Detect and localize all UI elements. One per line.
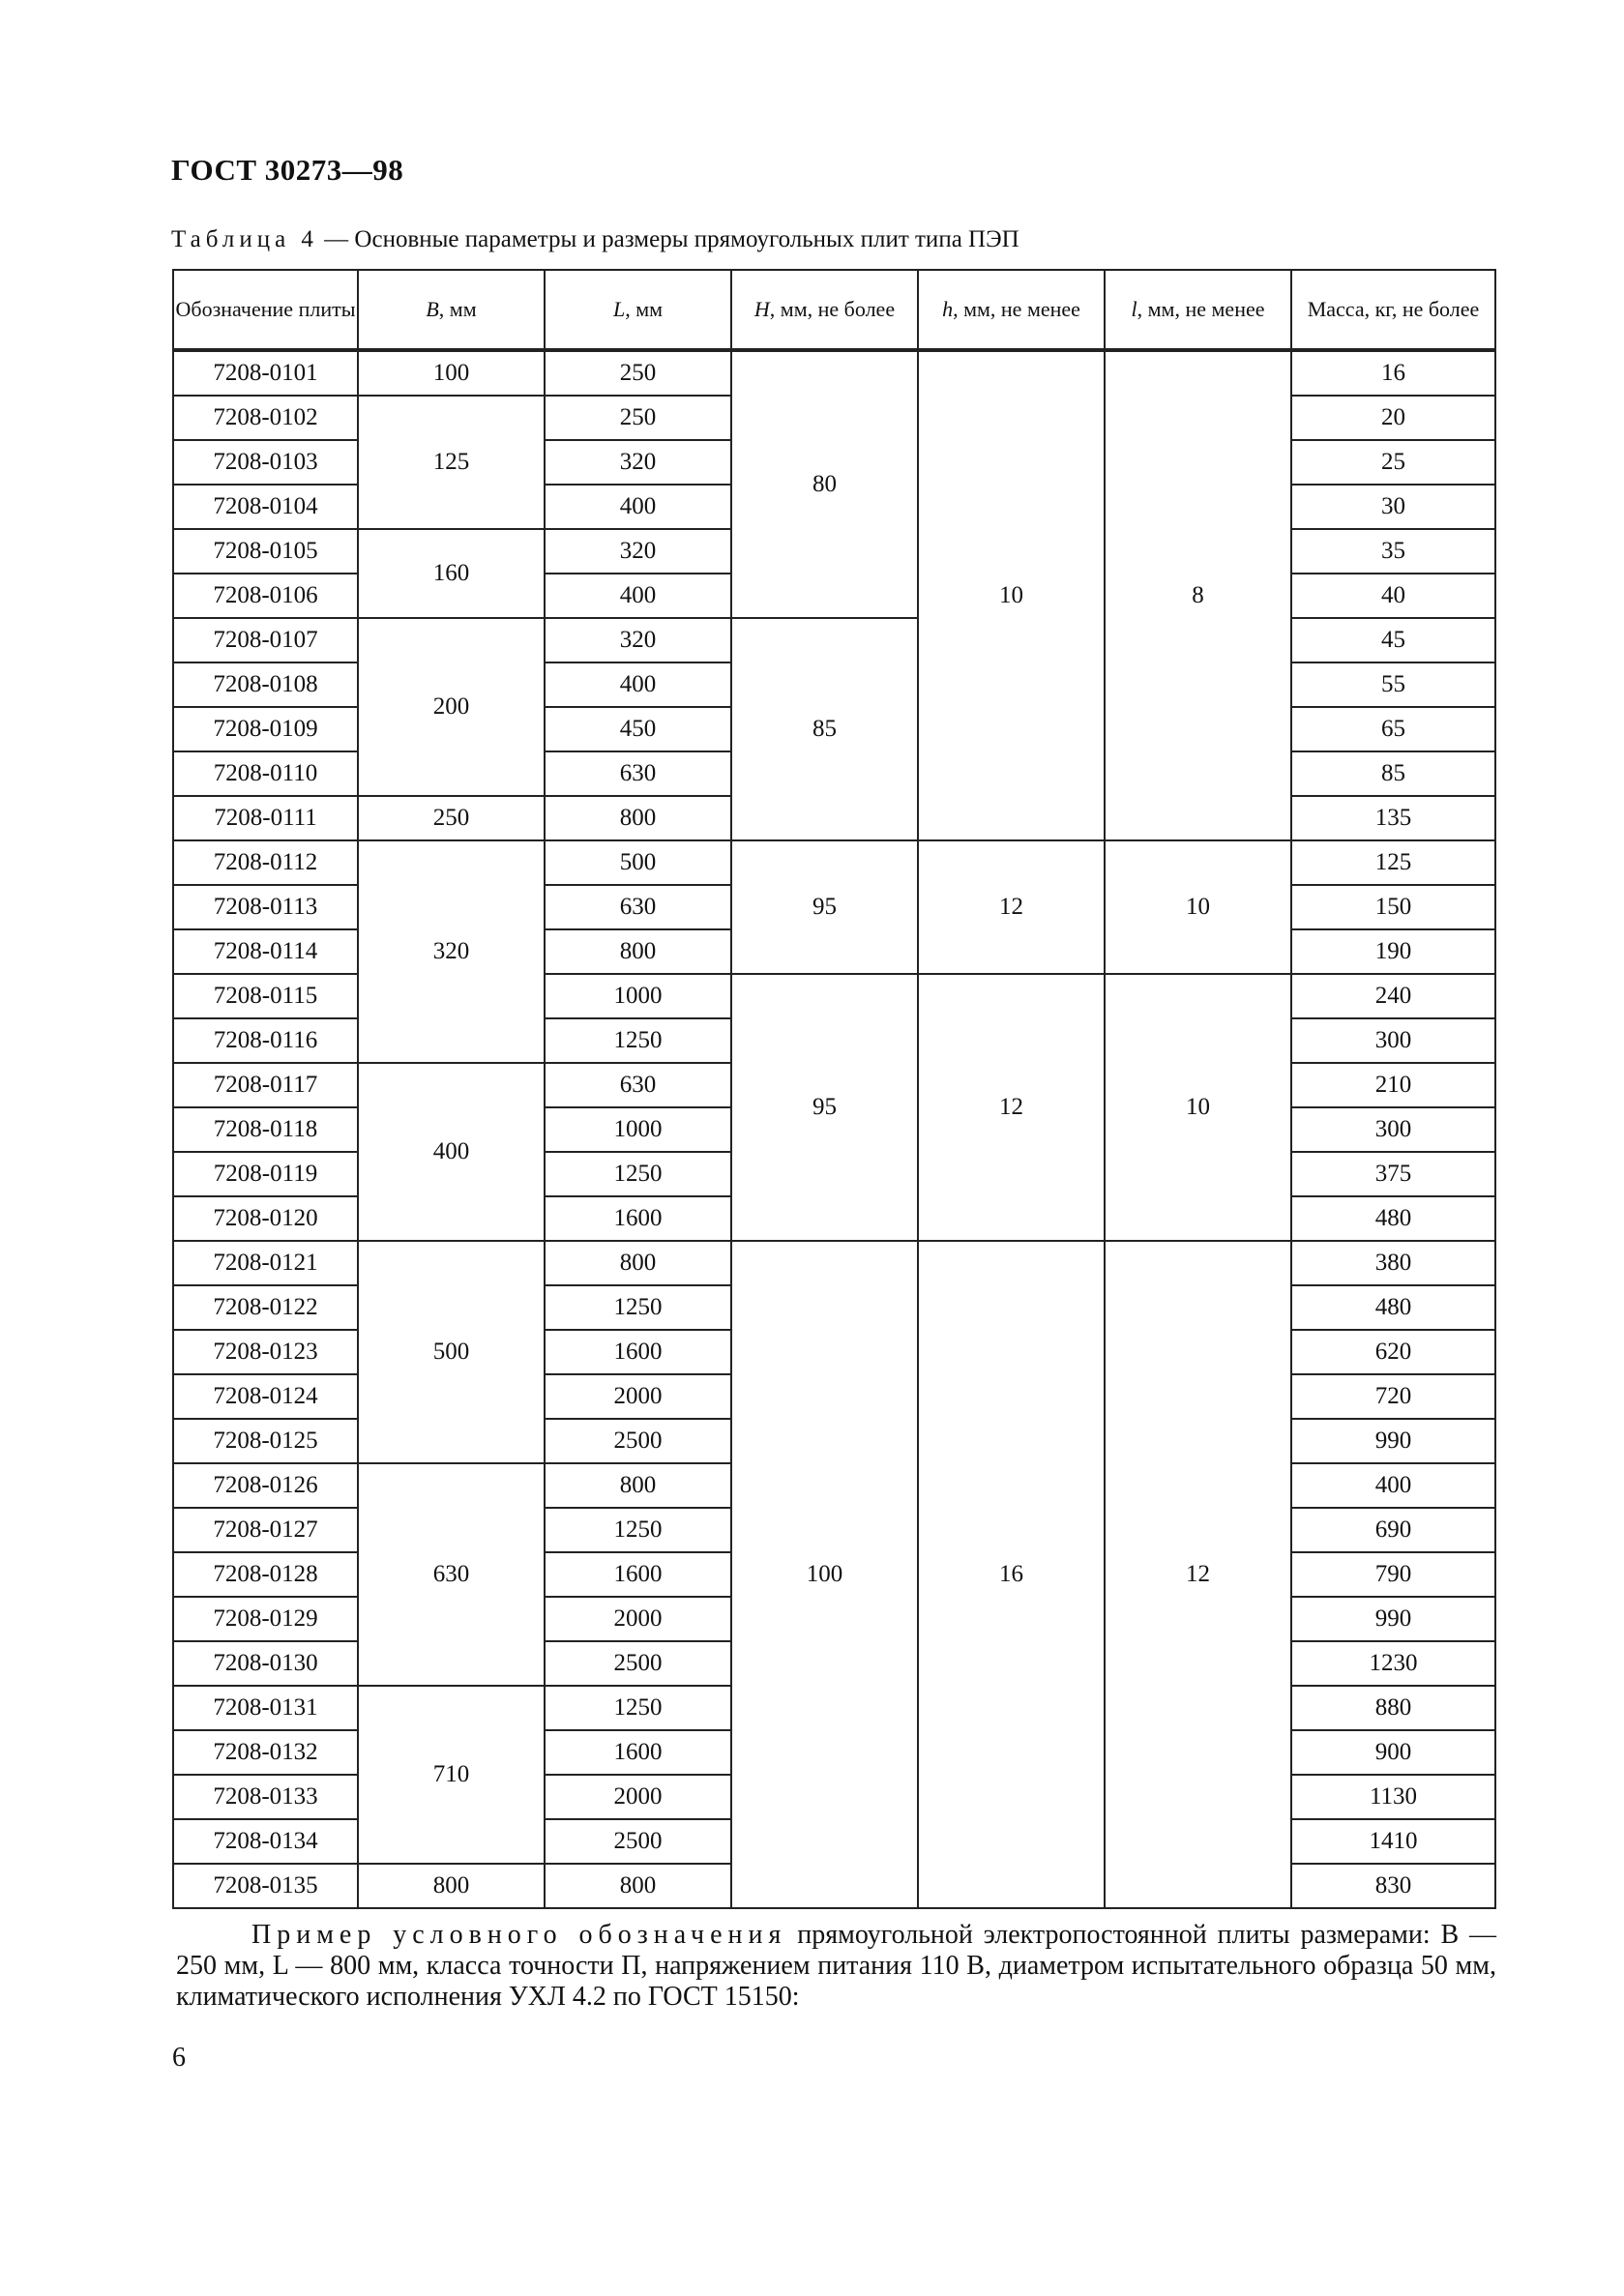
column-header-h-height: [731, 270, 918, 350]
l-length-cell: 1600: [545, 1330, 731, 1374]
l-length-cell: 400: [545, 574, 731, 618]
l-length-cell: 2500: [545, 1419, 731, 1463]
h-min-cell: 16: [918, 1241, 1105, 1908]
mass-cell: 20: [1291, 396, 1495, 440]
l-length-cell: 630: [545, 1063, 731, 1107]
l-length-cell: 400: [545, 662, 731, 707]
mass-cell: 125: [1291, 840, 1495, 885]
column-symbol: H: [753, 297, 770, 321]
designation-cell: 7208-0102: [173, 396, 358, 440]
mass-cell: 30: [1291, 485, 1495, 529]
column-label: , мм, не менее: [1137, 297, 1265, 321]
designation-cell: 7208-0117: [173, 1063, 358, 1107]
designation-cell: 7208-0112: [173, 840, 358, 885]
h-min-cell: 12: [918, 840, 1105, 974]
example-text: прямоугольной электропостоянной плиты размерами: B — 250 мм, L — 800 мм, класса точности П, напряжением питания 110 В, диаметром испытательного образца 50 мм, климатического исполнения УХЛ 4.2 по ГОСТ 15150:: [176, 1920, 1496, 2012]
l-length-cell: 450: [545, 707, 731, 751]
l-length-cell: 1250: [545, 1686, 731, 1730]
mass-cell: 720: [1291, 1374, 1495, 1419]
plates-parameters-table: [172, 269, 1496, 1909]
mass-cell: 375: [1291, 1152, 1495, 1196]
designation-cell: 7208-0130: [173, 1641, 358, 1686]
h-height-cell: 85: [731, 618, 918, 840]
designation-cell: 7208-0103: [173, 440, 358, 485]
mass-cell: 380: [1291, 1241, 1495, 1285]
mass-cell: 135: [1291, 796, 1495, 840]
l-length-cell: 1250: [545, 1285, 731, 1330]
table-caption-text: — Основные параметры и размеры прямоугольных плит типа ПЭП: [317, 226, 1019, 252]
table-body: [173, 350, 1495, 1908]
designation-cell: 7208-0125: [173, 1419, 358, 1463]
designation-cell: 7208-0111: [173, 796, 358, 840]
designation-cell: 7208-0108: [173, 662, 358, 707]
mass-cell: 880: [1291, 1686, 1495, 1730]
mass-cell: 480: [1291, 1196, 1495, 1241]
l-length-cell: 630: [545, 751, 731, 796]
h-height-cell: 100: [731, 1241, 918, 1908]
mass-cell: 190: [1291, 929, 1495, 974]
l-min-cell: 8: [1105, 350, 1291, 840]
mass-cell: 1230: [1291, 1641, 1495, 1686]
column-header-l-length: [545, 270, 731, 350]
l-length-cell: 1250: [545, 1152, 731, 1196]
b-cell: 160: [358, 529, 545, 618]
l-length-cell: 1600: [545, 1196, 731, 1241]
column-symbol: h: [942, 297, 954, 321]
mass-cell: 1130: [1291, 1775, 1495, 1819]
column-header-h-min: [918, 270, 1105, 350]
designation-cell: 7208-0133: [173, 1775, 358, 1819]
mass-cell: 25: [1291, 440, 1495, 485]
designation-cell: 7208-0123: [173, 1330, 358, 1374]
b-cell: 250: [358, 796, 545, 840]
b-cell: 320: [358, 840, 545, 1063]
mass-cell: 1410: [1291, 1819, 1495, 1864]
column-label: Масса, кг, не более: [1307, 297, 1480, 321]
l-min-cell: 10: [1105, 974, 1291, 1241]
designation-cell: 7208-0110: [173, 751, 358, 796]
l-length-cell: 250: [545, 396, 731, 440]
b-cell: 630: [358, 1463, 545, 1686]
l-length-cell: 800: [545, 1241, 731, 1285]
l-length-cell: 320: [545, 440, 731, 485]
designation-cell: 7208-0128: [173, 1552, 358, 1597]
l-length-cell: 800: [545, 1864, 731, 1908]
h-min-cell: 12: [918, 974, 1105, 1241]
l-min-cell: 12: [1105, 1241, 1291, 1908]
column-symbol: l: [1131, 297, 1137, 321]
table-row: [173, 840, 1495, 885]
l-length-cell: 320: [545, 529, 731, 574]
mass-cell: 210: [1291, 1063, 1495, 1107]
column-label: Обозначение плиты: [175, 297, 356, 321]
mass-cell: 65: [1291, 707, 1495, 751]
l-length-cell: 2000: [545, 1597, 731, 1641]
designation-cell: 7208-0105: [173, 529, 358, 574]
mass-cell: 16: [1291, 350, 1495, 396]
l-length-cell: 500: [545, 840, 731, 885]
mass-cell: 480: [1291, 1285, 1495, 1330]
page-number: 6: [172, 2043, 186, 2073]
l-length-cell: 320: [545, 618, 731, 662]
mass-cell: 620: [1291, 1330, 1495, 1374]
designation-cell: 7208-0101: [173, 350, 358, 396]
h-height-cell: 95: [731, 840, 918, 974]
l-length-cell: 2500: [545, 1641, 731, 1686]
table-row: [173, 350, 1495, 396]
designation-cell: 7208-0121: [173, 1241, 358, 1285]
designation-cell: 7208-0129: [173, 1597, 358, 1641]
l-length-cell: 2000: [545, 1775, 731, 1819]
designation-cell: 7208-0106: [173, 574, 358, 618]
l-length-cell: 2000: [545, 1374, 731, 1419]
mass-cell: 85: [1291, 751, 1495, 796]
b-cell: 200: [358, 618, 545, 796]
table-row: [173, 618, 1495, 662]
table-caption-label: Таблица 4: [171, 226, 318, 252]
l-length-cell: 800: [545, 796, 731, 840]
column-label: , мм: [438, 297, 477, 321]
column-header-mass: [1291, 270, 1495, 350]
table-row: [173, 1241, 1495, 1285]
mass-cell: 40: [1291, 574, 1495, 618]
l-length-cell: 400: [545, 485, 731, 529]
mass-cell: 900: [1291, 1730, 1495, 1775]
l-length-cell: 800: [545, 1463, 731, 1508]
column-label: , мм, не более: [769, 297, 896, 321]
l-length-cell: 1000: [545, 1107, 731, 1152]
column-header-l-min: [1105, 270, 1291, 350]
designation-cell: 7208-0122: [173, 1285, 358, 1330]
mass-cell: 690: [1291, 1508, 1495, 1552]
mass-cell: 990: [1291, 1419, 1495, 1463]
b-cell: 800: [358, 1864, 545, 1908]
l-length-cell: 800: [545, 929, 731, 974]
table-header-row: [173, 270, 1495, 350]
mass-cell: 300: [1291, 1018, 1495, 1063]
designation-cell: 7208-0132: [173, 1730, 358, 1775]
designation-cell: 7208-0107: [173, 618, 358, 662]
mass-cell: 45: [1291, 618, 1495, 662]
mass-cell: 150: [1291, 885, 1495, 929]
designation-cell: 7208-0127: [173, 1508, 358, 1552]
designation-cell: 7208-0115: [173, 974, 358, 1018]
mass-cell: 790: [1291, 1552, 1495, 1597]
l-length-cell: 1250: [545, 1018, 731, 1063]
column-symbol: B: [426, 297, 439, 321]
designation-cell: 7208-0131: [173, 1686, 358, 1730]
b-cell: 100: [358, 350, 545, 396]
mass-cell: 240: [1291, 974, 1495, 1018]
mass-cell: 990: [1291, 1597, 1495, 1641]
l-min-cell: 10: [1105, 840, 1291, 974]
designation-cell: 7208-0119: [173, 1152, 358, 1196]
h-height-cell: 95: [731, 974, 918, 1241]
h-height-cell: 80: [731, 350, 918, 618]
b-cell: 400: [358, 1063, 545, 1241]
designation-cell: 7208-0134: [173, 1819, 358, 1864]
designation-example: [176, 1920, 1496, 2013]
designation-cell: 7208-0114: [173, 929, 358, 974]
column-symbol: L: [612, 297, 626, 321]
l-length-cell: 2500: [545, 1819, 731, 1864]
designation-cell: 7208-0120: [173, 1196, 358, 1241]
l-length-cell: 1250: [545, 1508, 731, 1552]
column-header-b: [358, 270, 545, 350]
designation-cell: 7208-0124: [173, 1374, 358, 1419]
designation-cell: 7208-0109: [173, 707, 358, 751]
column-label: , мм: [625, 297, 664, 321]
l-length-cell: 1600: [545, 1552, 731, 1597]
designation-cell: 7208-0113: [173, 885, 358, 929]
designation-cell: 7208-0118: [173, 1107, 358, 1152]
mass-cell: 300: [1291, 1107, 1495, 1152]
b-cell: 710: [358, 1686, 545, 1864]
mass-cell: 55: [1291, 662, 1495, 707]
l-length-cell: 1000: [545, 974, 731, 1018]
designation-cell: 7208-0126: [173, 1463, 358, 1508]
mass-cell: 35: [1291, 529, 1495, 574]
b-cell: 125: [358, 396, 545, 529]
example-lead: Пример условного обозначения: [251, 1920, 787, 1950]
designation-cell: 7208-0104: [173, 485, 358, 529]
b-cell: 500: [358, 1241, 545, 1463]
l-length-cell: 250: [545, 350, 731, 396]
h-min-cell: 10: [918, 350, 1105, 840]
column-label: , мм, не менее: [953, 297, 1080, 321]
mass-cell: 400: [1291, 1463, 1495, 1508]
l-length-cell: 1600: [545, 1730, 731, 1775]
document-id: ГОСТ 30273—98: [171, 153, 404, 187]
mass-cell: 830: [1291, 1864, 1495, 1908]
l-length-cell: 630: [545, 885, 731, 929]
designation-cell: 7208-0116: [173, 1018, 358, 1063]
designation-cell: 7208-0135: [173, 1864, 358, 1908]
table-caption: [171, 226, 1019, 253]
column-header-designation: [173, 270, 358, 350]
